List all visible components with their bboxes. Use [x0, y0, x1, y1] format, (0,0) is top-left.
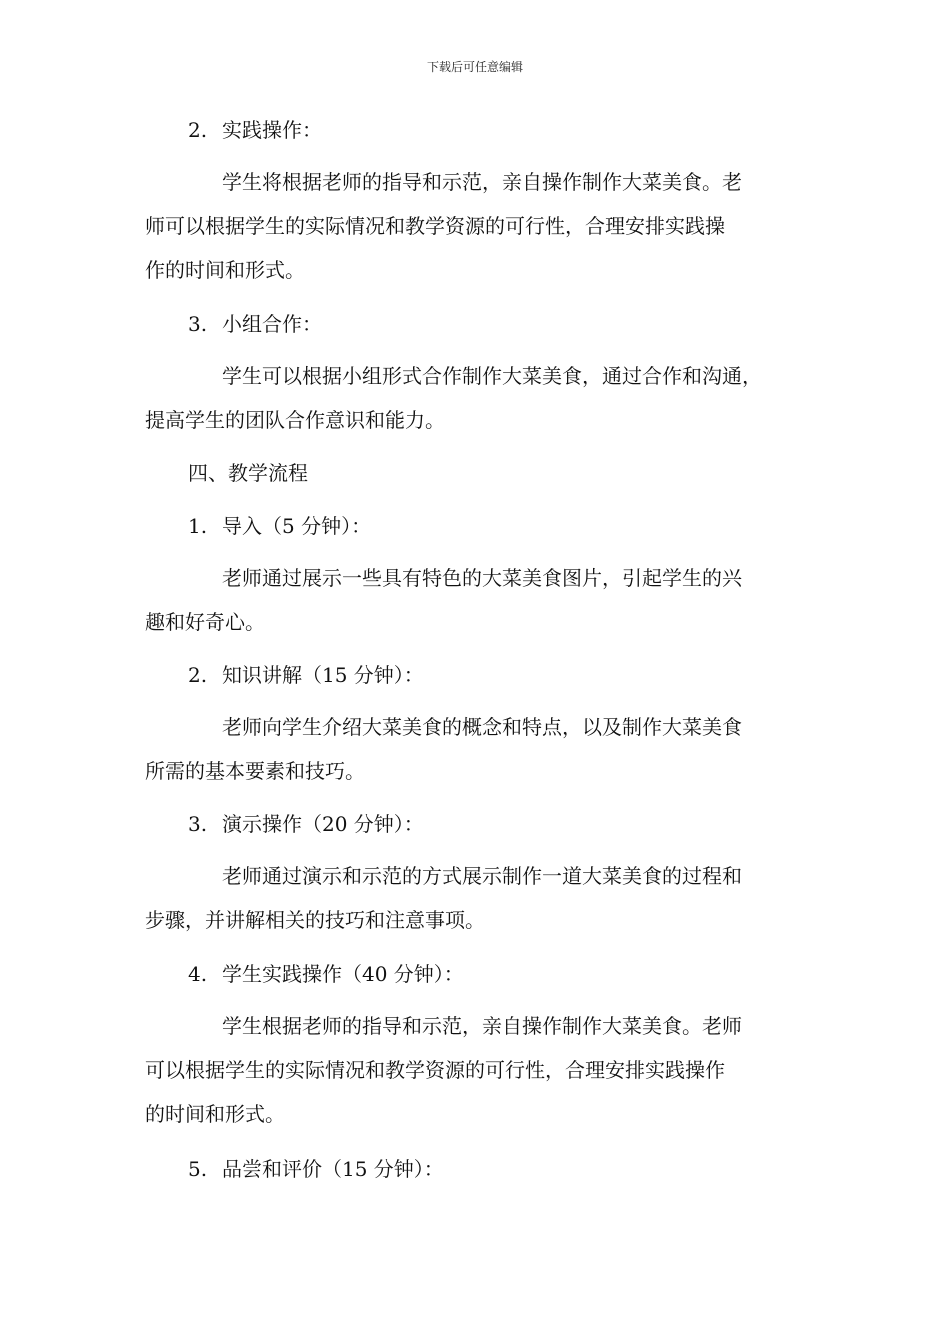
- paragraph-line: 的时间和形式。: [145, 1102, 285, 1126]
- item-heading-practice: [188, 116, 322, 144]
- paragraph-line: 老师通过演示和示范的方式展示制作一道大菜美食的过程和: [222, 864, 742, 888]
- item-number: 1.: [188, 514, 208, 538]
- paragraph-line: 学生根据老师的指导和示范，亲自操作制作大菜美食。老师: [222, 1014, 742, 1038]
- item-number: 3.: [188, 812, 208, 836]
- item-number: 4.: [188, 962, 208, 986]
- paragraph-line: 老师通过展示一些具有特色的大菜美食图片，引起学生的兴: [222, 566, 742, 590]
- paragraph-line: 可以根据学生的实际情况和教学资源的可行性，合理安排实践操作: [145, 1058, 725, 1082]
- paragraph-line: 作的时间和形式。: [145, 258, 305, 282]
- item-heading-tasting: [188, 1155, 444, 1183]
- paragraph-line: 老师向学生介绍大菜美食的概念和特点，以及制作大菜美食: [222, 715, 742, 739]
- item-number: 5.: [188, 1157, 208, 1181]
- paragraph-line: 步骤，并讲解相关的技巧和注意事项。: [145, 908, 485, 932]
- item-number: 3.: [188, 312, 208, 336]
- item-heading-knowledge: [188, 661, 424, 689]
- item-title: 小组合作：: [222, 312, 322, 336]
- item-title: 演示操作（20 分钟）：: [222, 812, 424, 836]
- section-heading-teaching-process: 四、教学流程: [188, 461, 308, 485]
- item-title: 实践操作：: [222, 118, 322, 142]
- item-title: 导入（5 分钟）：: [222, 514, 372, 538]
- item-title: 学生实践操作（40 分钟）：: [222, 962, 464, 986]
- page-header-note: 下载后可任意编辑: [426, 60, 523, 74]
- item-number: 2.: [188, 663, 208, 687]
- paragraph-line: 提高学生的团队合作意识和能力。: [145, 408, 445, 432]
- item-title: 品尝和评价（15 分钟）：: [222, 1157, 444, 1181]
- paragraph-line: 趣和好奇心。: [145, 610, 265, 634]
- item-heading-group-work: [188, 310, 322, 338]
- item-title: 知识讲解（15 分钟）：: [222, 663, 424, 687]
- item-heading-student-practice: [188, 960, 464, 988]
- paragraph-line: 师可以根据学生的实际情况和教学资源的可行性，合理安排实践操: [145, 214, 725, 238]
- item-number: 2.: [188, 118, 208, 142]
- paragraph-line: 所需的基本要素和技巧。: [145, 759, 365, 783]
- paragraph-line: 学生将根据老师的指导和示范，亲自操作制作大菜美食。老: [222, 170, 742, 194]
- item-heading-intro: [188, 512, 371, 540]
- paragraph-line: 学生可以根据小组形式合作制作大菜美食，通过合作和沟通，: [222, 364, 762, 388]
- item-heading-demonstration: [188, 810, 424, 838]
